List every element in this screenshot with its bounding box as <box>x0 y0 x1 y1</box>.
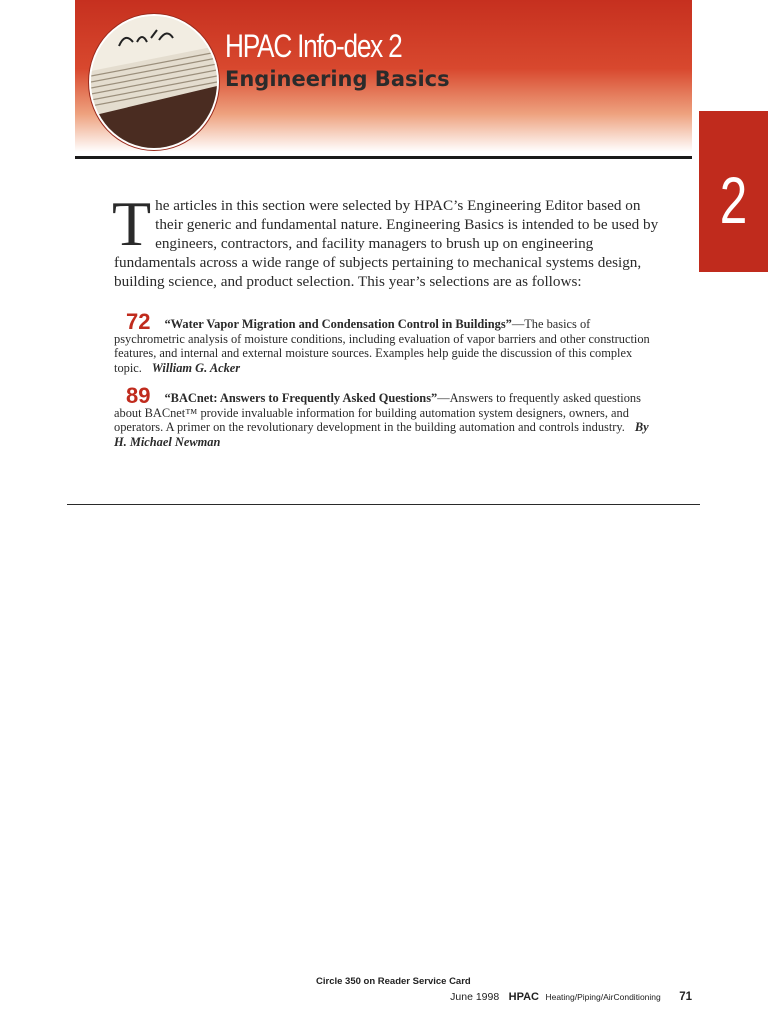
article-title: “Water Vapor Migration and Condensation Control in Buildings” <box>164 317 512 331</box>
article-title: “BACnet: Answers to Frequently Asked Questions” <box>164 391 438 405</box>
article-description: —Answers to frequently asked questions about BACnet™ provide invaluable information for building automation system designers, owners, and operators. A primer on the revolutionary development in the building automation and controls industry. <box>114 391 641 435</box>
intro-paragraph <box>112 188 659 291</box>
article-page-number: 89 <box>126 383 151 408</box>
article-entry-1 <box>114 309 660 375</box>
reader-service-note: Circle 350 on Reader Service Card <box>316 976 471 987</box>
section-number: 2 <box>719 163 748 237</box>
page-subtitle: Engineering Basics <box>225 67 450 91</box>
page-title: HPAC Info-dex 2 <box>225 28 402 64</box>
page-number: 71 <box>679 991 692 1003</box>
intro-text: he articles in this section were selected by HPAC’s Engineering Editor based on their generic and fundamental nature. Engineering Basics is intended to be used by engineers, contractors, and facility managers to brush up on engineering fundamentals across a wide range of subjects pertaining to mechanical systems design, building science, and product selection. This year’s selections are as follows: <box>114 197 659 290</box>
magazine-stack-photo-icon <box>89 14 219 150</box>
section-tab <box>699 111 768 272</box>
article-author: William G. Acker <box>151 360 241 375</box>
section-divider <box>67 504 700 505</box>
magazine-name: HPAC <box>508 991 539 1003</box>
article-page-number: 72 <box>126 309 151 334</box>
drop-cap: T <box>112 188 152 259</box>
article-description: —The basics of psychrometric analysis of moisture conditions, including evaluation of vapor barriers and other construction features, and internal and external moisture sources. Examples help guide the discussion of this complex topic. <box>114 317 650 375</box>
article-entry-2 <box>114 383 660 449</box>
article-author: By H. Michael Newman <box>114 420 649 449</box>
issue-date: June 1998 <box>450 991 500 1003</box>
page-footer <box>450 987 692 1005</box>
magazine-subtitle: Heating/Piping/AirConditioning <box>545 992 661 1002</box>
header-divider <box>75 156 692 159</box>
